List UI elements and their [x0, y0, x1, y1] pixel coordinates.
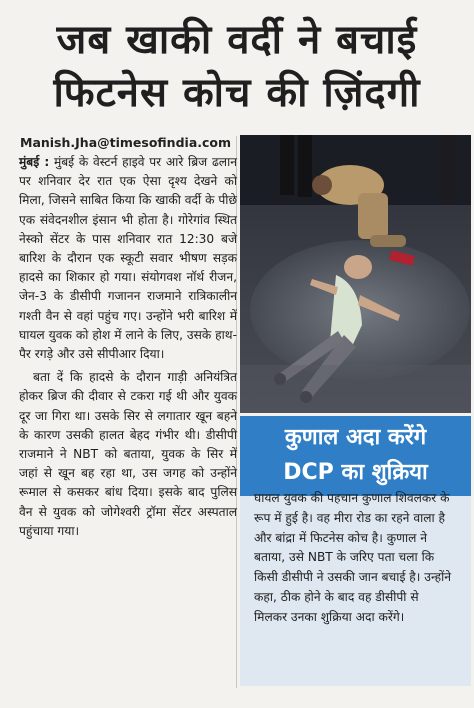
article-paragraph-2: बता दें कि हादसे के दौरान गाड़ी अनियंत्रित होकर ब्रिज की दीवार से टकरा गई थी और युवक दूर जा गिरा था। उसके सिर से लगातार खून बहने के कारण उसकी हालत बेहद गंभीर थी। डीसीपी राजमाने ने NBT को बताया, युवक के सिर में जहां से खून बह रहा था, उस जगह को उन्होंने रूमाल से कसकर बांध दिया। इसके बाद पुलिस वैन से युवक को जोगेश्वरी ट्रॉमा सेंटर अस्पताल पहुंचाया गया। — [19, 370, 237, 538]
article-body — [19, 153, 237, 541]
article-paragraph-1 — [19, 153, 237, 364]
headline-line-2: फिटनेस कोच की ज़िंदगी — [53, 70, 421, 116]
sidebar-paragraph: घायल युवक की पहचान कुणाल शिवलकर के रूप में हुई है। वह मीरा रोड का रहने वाला है और बांद्रा में फिटनेस कोच है। कुणाल ने बताया, उसे NBT के जरिए पता चला कि किसी डीसीपी ने उसकी जान बचाई है। उन्होंने कहा, ठीक होने के बाद वह डीसीपी से मिलकर उनका शुक्रिया अदा करेंगे। — [254, 491, 451, 624]
callout-banner — [240, 416, 471, 496]
byline-email: Manish.Jha@timesofindia.com — [20, 135, 232, 150]
headline-line-1: जब खाकी वर्दी ने बचाई — [56, 17, 418, 63]
photo-illustration — [240, 135, 471, 413]
sidebar-box — [240, 491, 471, 686]
callout-line-2: DCP का शुक्रिया — [283, 460, 428, 485]
article-paragraph-1-text: मुंबई के वेस्टर्न हाइवे पर आरे ब्रिज ढलान पर शनिवार देर रात एक ऐसा दृश्य देखने को मिला, जिसने साबित किया कि खाकी वर्दी के पीछे एक संवेदनशील इंसान भी होता है। गोरेगांव स्थित नेस्को सेंटर के पास शनिवार रात 12:30 बजे बारिश के दौरान एक स्कूटी सवार भीषण सड़क हादसे का शिकार हो गया। संयोगवश नॉर्थ रीजन, जेन-3 के डीसीपी गजानन राजमाने रात्रिकालीन गश्ती वैन से वहां पहुंच गए। उन्होंने भरी बारिश में घायल युवक को होश में लाने के लिए, उसके हाथ-पैर रगड़े और उसे सीपीआर दिया। — [19, 155, 237, 362]
news-photo — [240, 135, 471, 413]
sidebar-text — [254, 489, 454, 628]
callout-line-1: कुणाल अदा करेंगे — [284, 425, 427, 450]
dateline: मुंबई : — [19, 155, 50, 169]
